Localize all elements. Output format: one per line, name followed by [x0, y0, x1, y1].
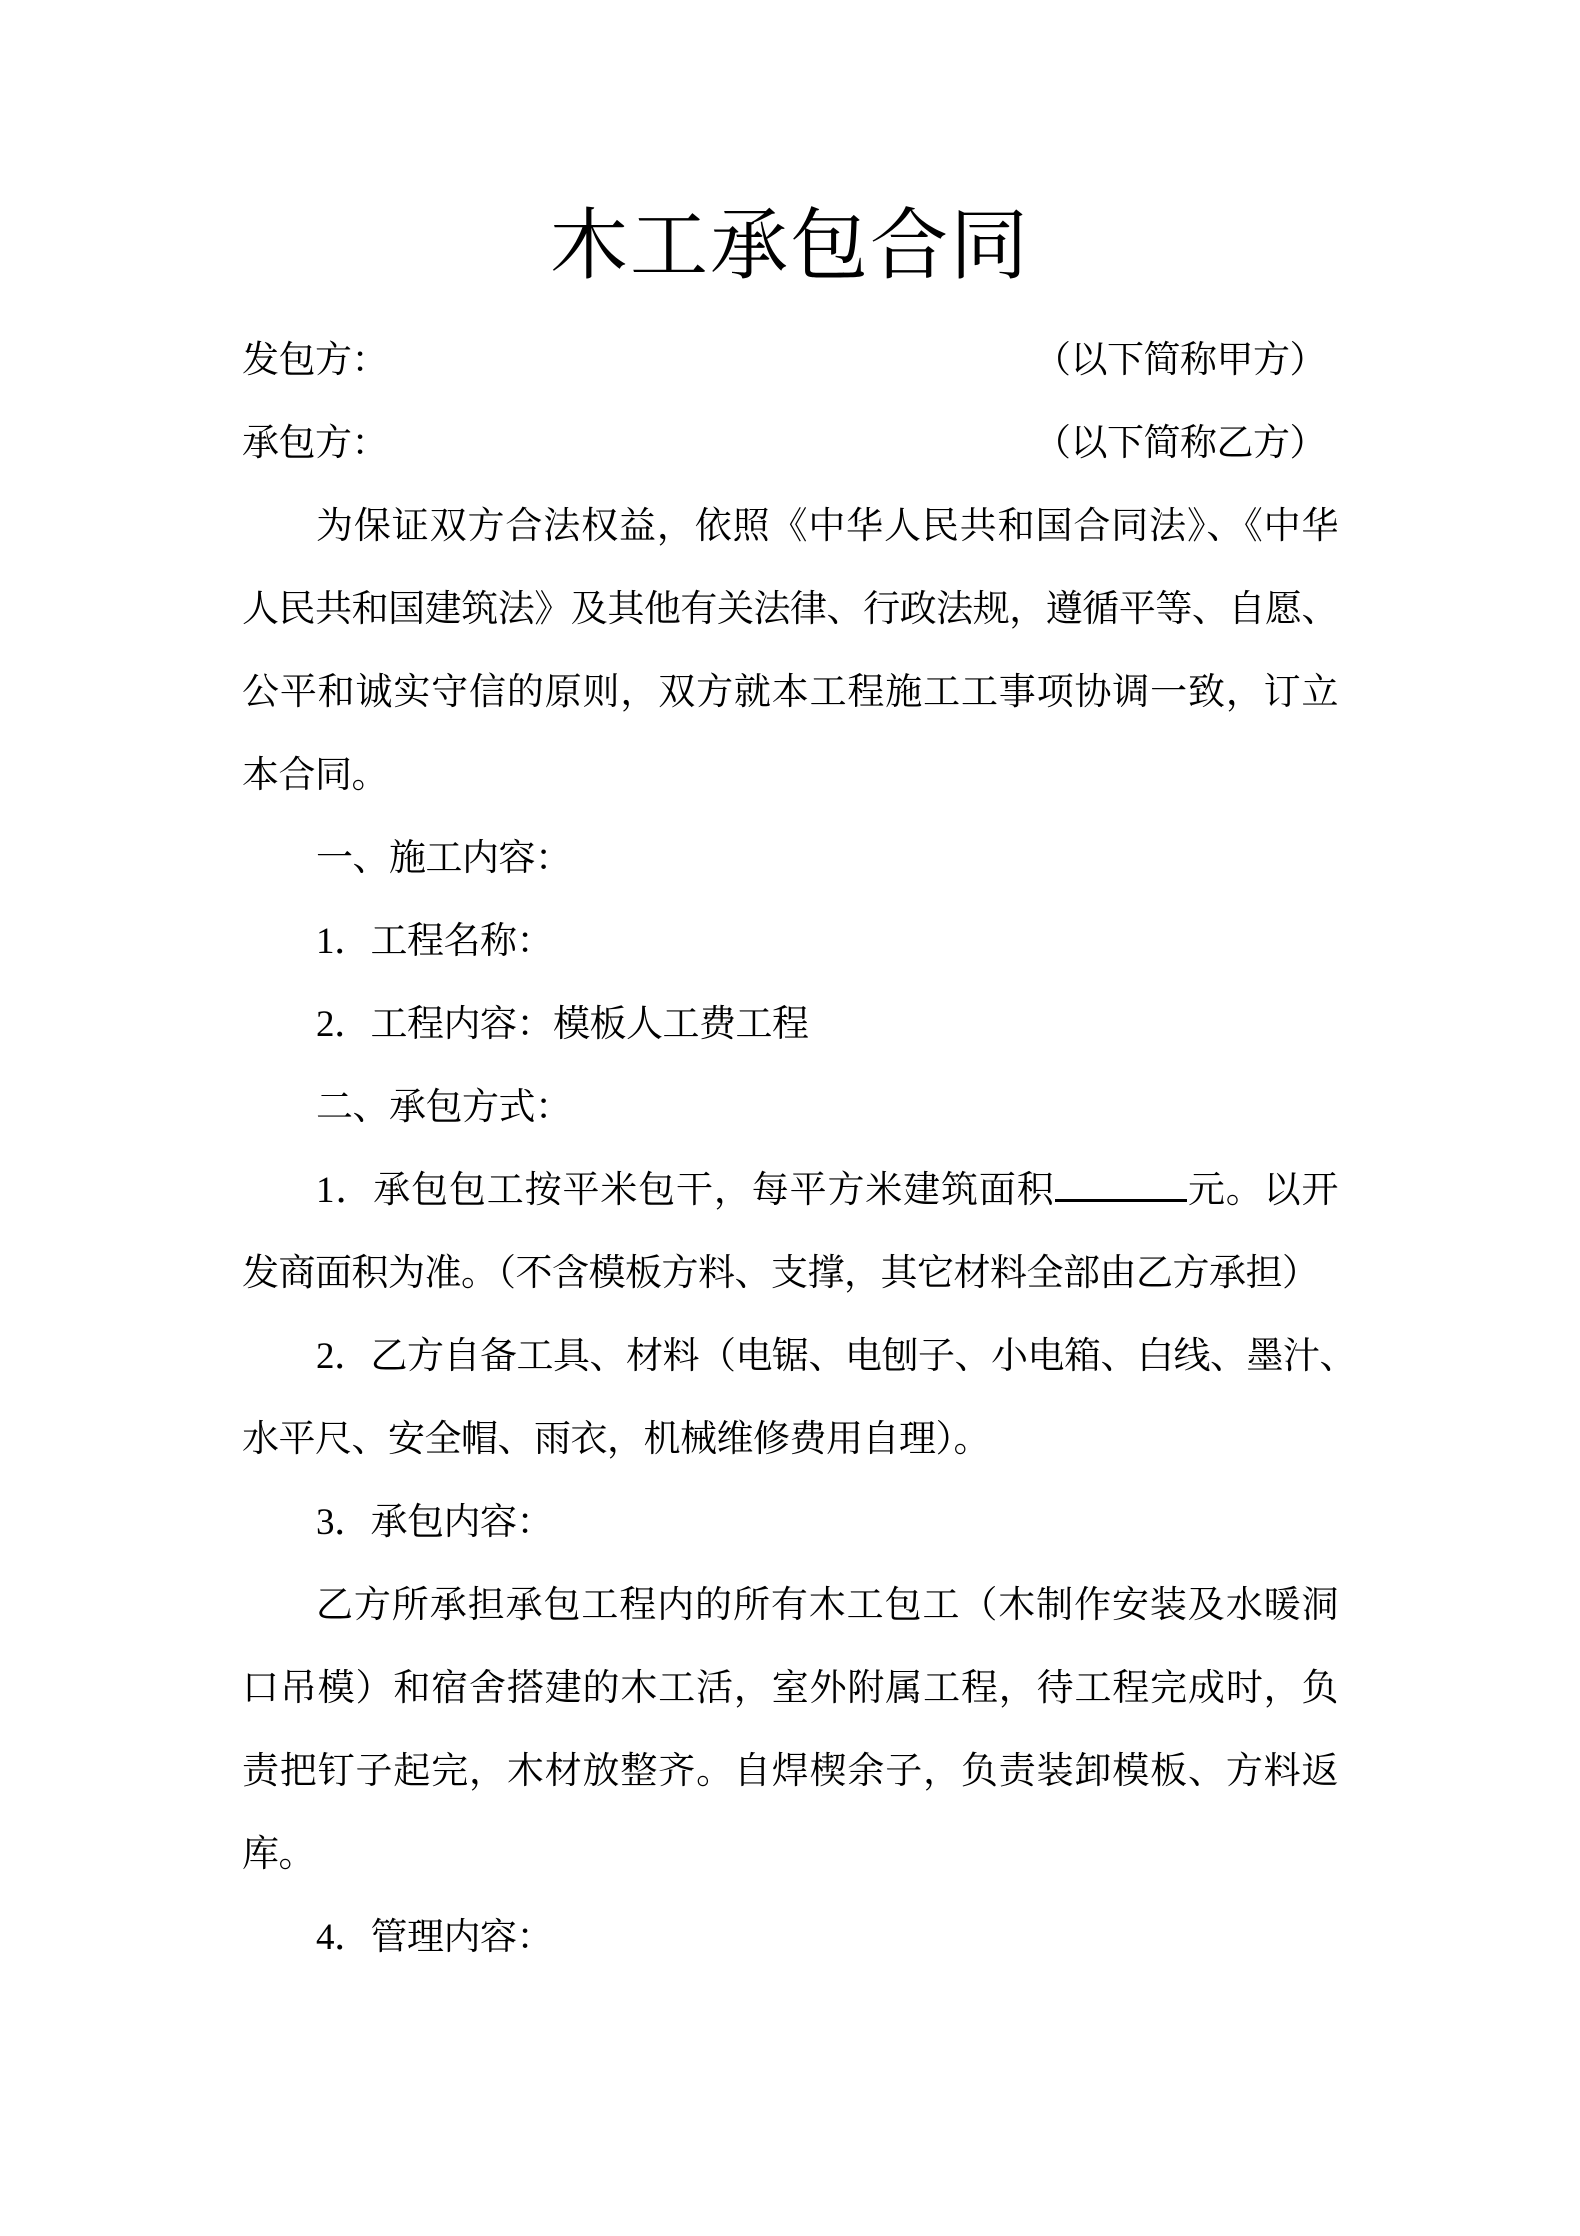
party-b-row [242, 402, 1338, 485]
section-2-item-3-body-1: 乙方所承担承包工程内的所有木工包工（木制作安装及水暖洞 [316, 1585, 1338, 1626]
party-a-label: 发包方： [242, 340, 388, 381]
section-2-item-2-continued: 水平尺、安全帽、雨衣，机械维修费用自理）。 [242, 1419, 990, 1460]
section-2-item-1-continued: 发商面积为准。（不含模板方料、支撑，其它材料全部由乙方承担） [242, 1253, 1319, 1294]
section-2-item-3-body-3: 责把钉子起完，木材放整齐。自焊楔余子，负责装卸模板、方料返 [242, 1751, 1338, 1792]
fill-in-blank-underline [1055, 1157, 1187, 1202]
section-2-heading: 二、承包方式： [316, 1087, 572, 1128]
section-1-item-2: 2．工程内容：模板人工费工程 [316, 1004, 809, 1045]
section-1-heading: 一、施工内容： [316, 838, 572, 879]
section-2-item-2: 2．乙方自备工具、材料（电锯、电刨子、小电箱、白线、墨汁、 [316, 1336, 1356, 1377]
document-title: 木工承包合同 [549, 202, 1030, 289]
section-1-item-1: 1．工程名称： [316, 921, 553, 962]
party-a-alias: （以下简称甲方） [1034, 340, 1326, 381]
preamble-line-1: 为保证双方合法权益，依照《中华人民共和国合同法》、《中华 [316, 506, 1338, 547]
party-a-row [242, 319, 1338, 402]
section-2-item-1 [242, 1149, 1338, 1232]
section-2-item-4-heading: 4．管理内容： [316, 1917, 553, 1958]
party-b-alias: （以下简称乙方） [1034, 423, 1326, 464]
party-b-label: 承包方： [242, 423, 388, 464]
section-2-item-3-body-4: 库。 [242, 1834, 315, 1875]
preamble-line-4: 本合同。 [242, 755, 388, 796]
section-2-item-3-body-2: 口吊模）和宿舍搭建的木工活，室外附属工程，待工程完成时，负 [242, 1668, 1338, 1709]
document-body [242, 319, 1356, 1979]
preamble-line-3: 公平和诚实守信的原则，双方就本工程施工工事项协调一致，订立 [242, 672, 1338, 713]
section-2-item-3-heading: 3．承包内容： [316, 1502, 553, 1543]
preamble-line-2: 人民共和国建筑法》及其他有关法律、行政法规，遵循平等、自愿、 [242, 589, 1338, 630]
item-1-text-after-blank: 元。以开 [1186, 1170, 1339, 1211]
item-1-text-before-blank: 1．承包包工按平米包干，每平方米建筑面积 [316, 1170, 1055, 1211]
